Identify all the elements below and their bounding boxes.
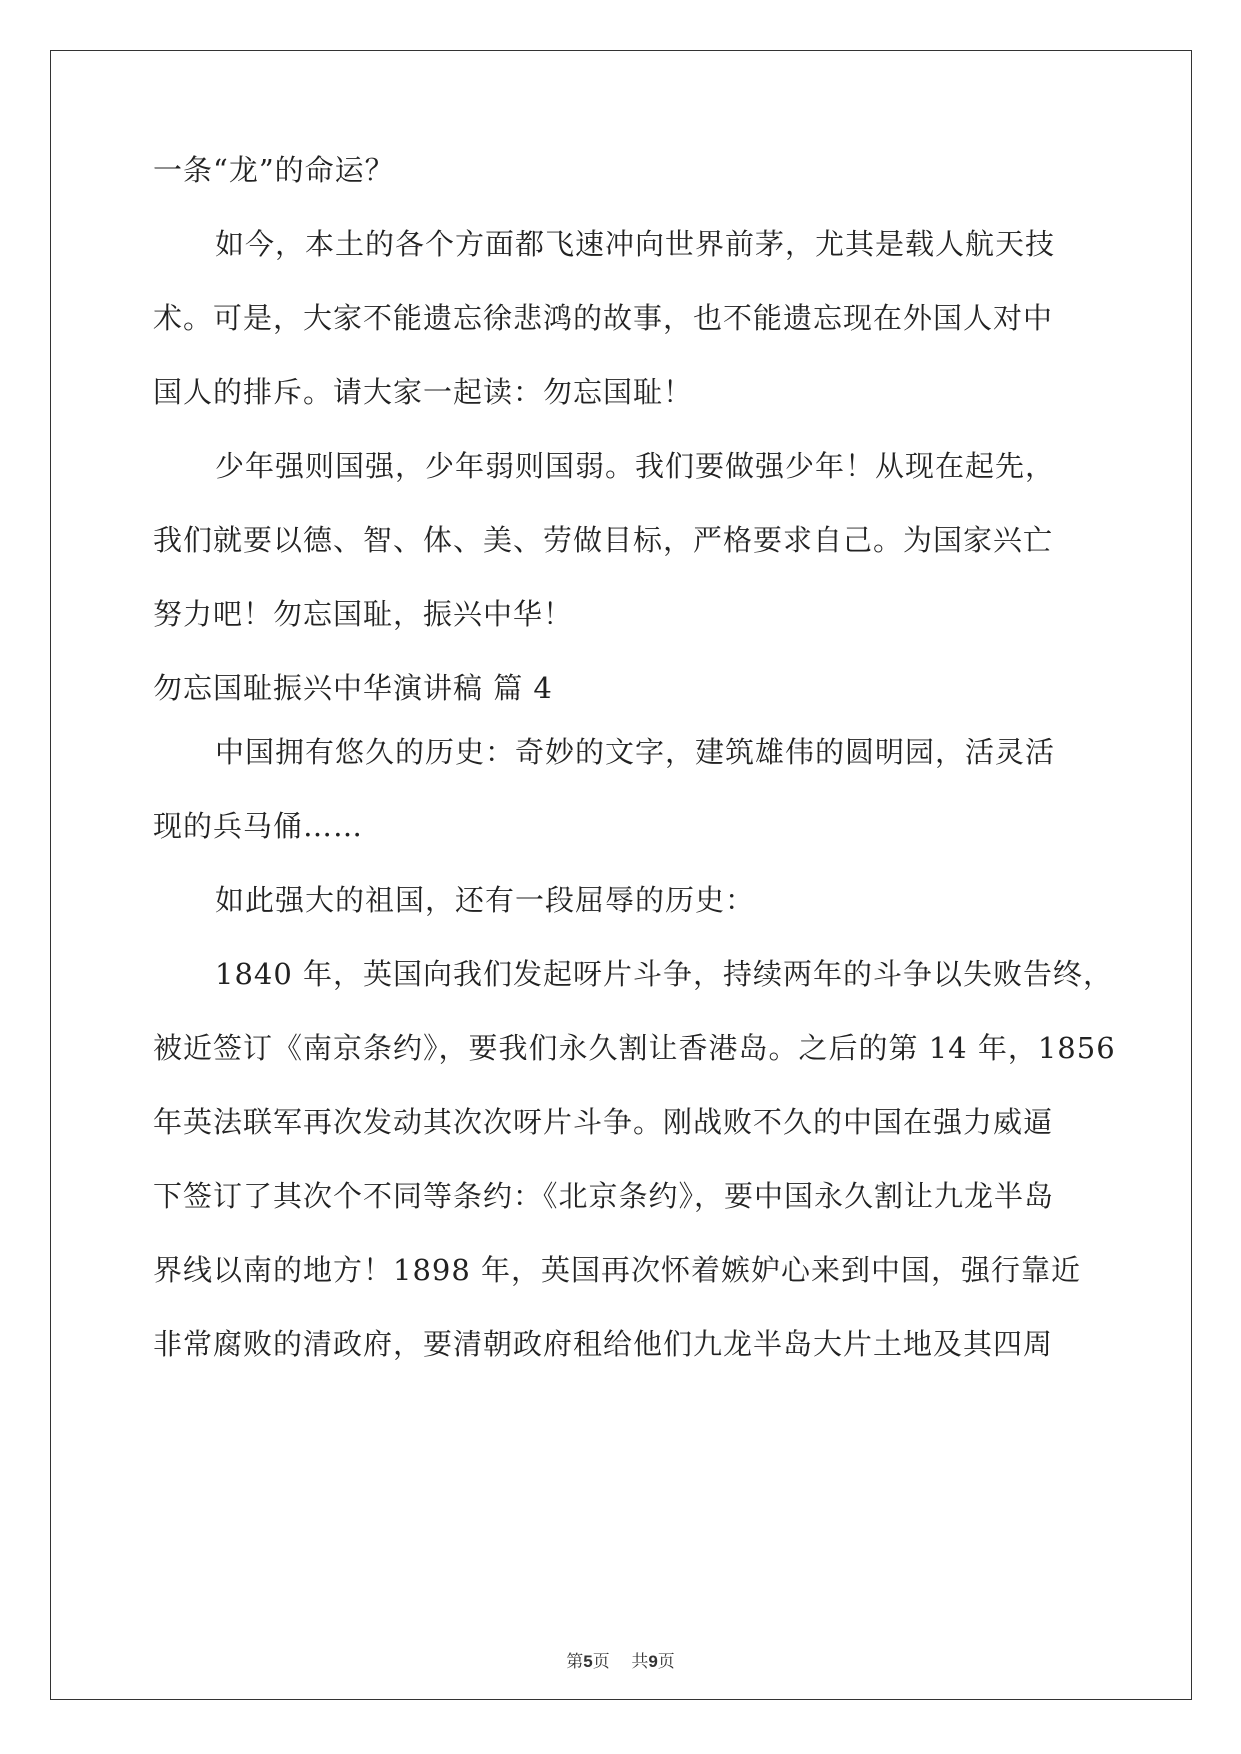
section-heading: 勿忘国耻振兴中华演讲稿 篇 4 <box>153 671 553 705</box>
paragraph-line: 下签订了其次个不同等条约：《北京条约》，要中国永久割让九龙半岛 <box>153 1179 1055 1213</box>
footer-page-suffix: 页 <box>592 1652 610 1672</box>
paragraph-line: 非常腐败的清政府，要清朝政府租给他们九龙半岛大片土地及其四周 <box>153 1327 1054 1361</box>
page-footer <box>0 1647 1241 1672</box>
paragraph-line: 少年强则国强，少年弱则国弱。我们要做强少年！从现在起先， <box>215 449 1056 483</box>
paragraph-line: 术。可是，大家不能遗忘徐悲鸿的故事，也不能遗忘现在外国人对中 <box>153 301 1054 335</box>
paragraph-line: 中国拥有悠久的历史：奇妙的文字，建筑雄伟的圆明园，活灵活 <box>215 735 1056 769</box>
paragraph-line: 1840 年，英国向我们发起呀片斗争，持续两年的斗争以失败告终， <box>215 957 1114 991</box>
footer-page-current: 5 <box>583 1652 593 1671</box>
paragraph-line: 我们就要以德、智、体、美、劳做目标，严格要求自己。为国家兴亡 <box>153 523 1054 557</box>
paragraph-line: 界线以南的地方！1898 年，英国再次怀着嫉妒心来到中国，强行靠近 <box>153 1253 1082 1287</box>
paragraph-line: 如此强大的祖国，还有一段屈辱的历史： <box>215 883 756 917</box>
footer-total-suffix: 页 <box>657 1652 675 1672</box>
footer-page-prefix: 第 <box>566 1652 584 1672</box>
paragraph-line: 努力吧！勿忘国耻，振兴中华！ <box>153 597 574 631</box>
paragraph-line: 被近签订《南京条约》，要我们永久割让香港岛。之后的第 14 年，1856 <box>153 1031 1116 1065</box>
paragraph-line: 现的兵马俑…… <box>153 809 364 843</box>
paragraph-line: 如今，本土的各个方面都飞速冲向世界前茅，尤其是载人航天技 <box>215 227 1056 261</box>
text-line: 一条“龙”的命运？ <box>153 153 395 187</box>
footer-page-total: 9 <box>648 1652 658 1671</box>
paragraph-line: 国人的排斥。请大家一起读：勿忘国耻！ <box>153 375 694 409</box>
footer-total-prefix: 共 <box>631 1652 649 1672</box>
paragraph-line: 年英法联军再次发动其次次呀片斗争。刚战败不久的中国在强力威逼 <box>153 1105 1054 1139</box>
